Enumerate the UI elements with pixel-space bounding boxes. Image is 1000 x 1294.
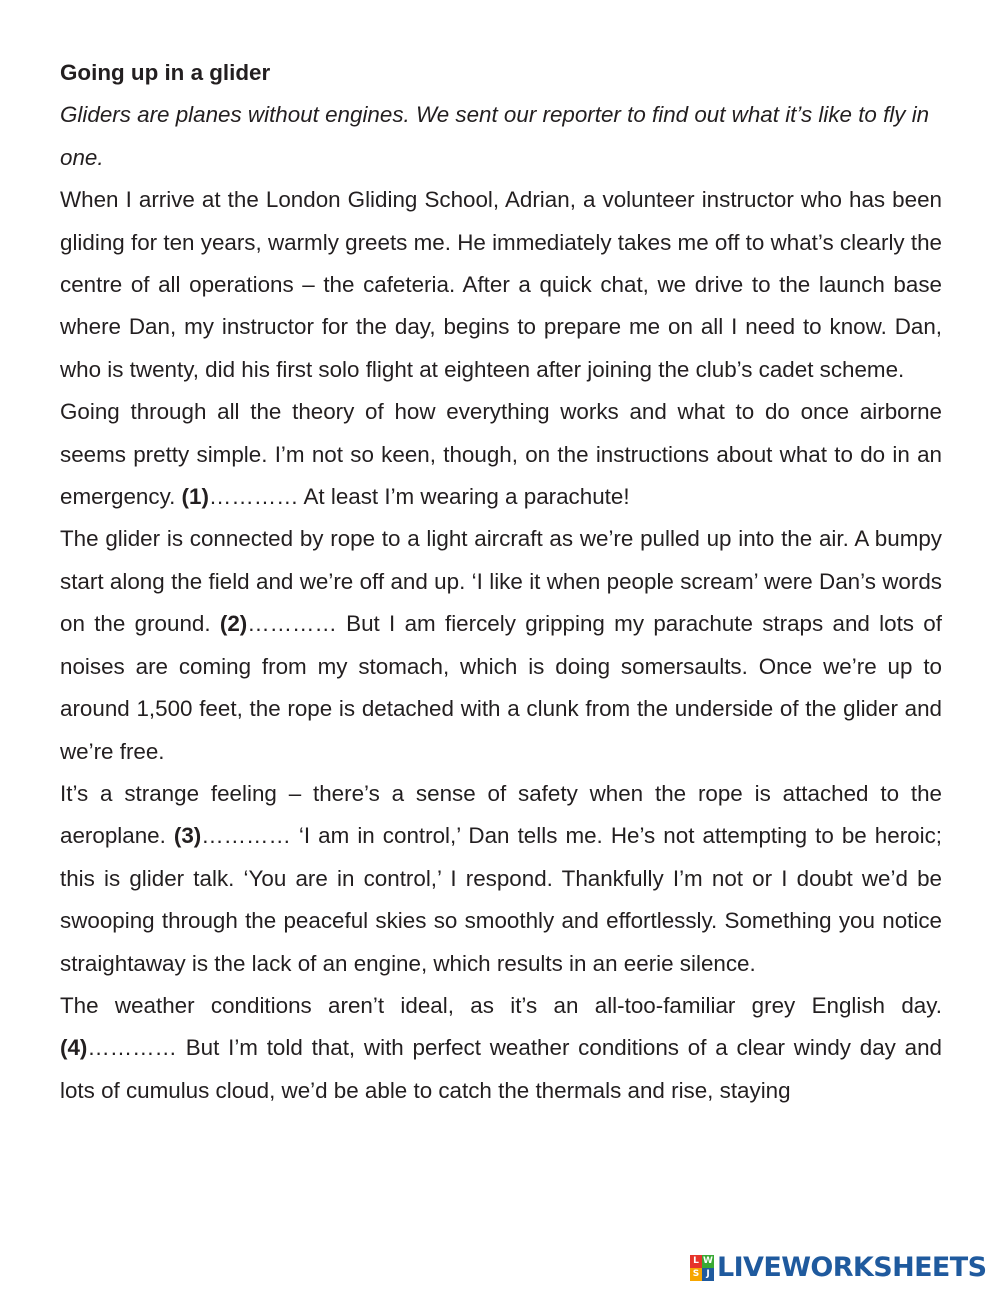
paragraph-text: But I’m told that, with perfect weather conditions of a clear windy day and lots of cumulus cloud, we’d be able to catch the thermals and rise, staying [60,1035,942,1103]
logo-mark-tile: W [703,1256,713,1266]
gap-2-label: (2) [219,611,248,637]
liveworksheets-logo[interactable] [690,1251,986,1285]
paragraph-text: The glider is connected by rope to a light aircraft as we’re pulled up into the air. A bumpy start along the field and we’re off and up. ‘I like it when people scream’ were Dan’s words on the ground. [60,526,942,637]
paragraph-text: When I arrive at the London Gliding School, Adrian, a volunteer instructor who has been gliding for ten years, warmly greets me. He immediately takes me off to what’s clearly the centre of all operations – the cafeteria. After a quick chat, we drive to the launch base where Dan, my instructor for the day, begins to prepare me on all I need to know. Dan, who is twenty, did his first solo flight at eighteen after joining the club’s cadet scheme. [60,187,942,382]
paragraph-text: It’s a strange feeling – there’s a sense of safety when the rope is attached to the aeroplane. [60,780,942,849]
gap-2-blank: ………… [247,611,337,637]
liveworksheets-logo-icon [690,1255,714,1281]
paragraph-1 [60,179,942,391]
gap-4-blank: ………… [87,1035,177,1061]
gap-1-blank: ………… [208,484,299,510]
logo-mark-tile: J [702,1268,714,1281]
paragraph-text: ‘I am in control,’ Dan tells me. He’s not attempting to be heroic; this is glider talk. ‘You are in control,’ I respond. Thankfully I’m not or I doubt we’d be swooping through the peaceful skies so smoothly and effortlessly. Something you notice straightaway is the lack of an engine, which results in an eerie silence. [60,823,943,976]
article-title: Going up in a glider [60,60,271,85]
paragraph-text: Going through all the theory of how everything works and what to do once airborne seems pretty simple. I’m not so keen, though, on the instructions about what to do in an emergency. [60,399,942,510]
paragraph-text: But I am fiercely gripping my parachute straps and lots of noises are coming from my stomach, which is doing somersaults. Once we’re up to around 1,500 feet, the rope is detached with a clunk from the underside of the glider and we’re free. [60,611,942,764]
gap-3-blank: ………… [201,823,291,849]
paragraph-3 [60,518,942,772]
logo-mark-tile: L [690,1255,702,1268]
paragraph-2 [60,391,942,518]
gap-1-label: (1) [181,484,209,510]
paragraph-4 [60,773,942,985]
worksheet-page [60,52,942,1112]
logo-mark-tile: S [690,1268,702,1281]
paragraph-text: The weather conditions aren’t ideal, as it’s an all-too-familiar grey English day. [60,992,942,1018]
article-subtitle: Gliders are planes without engines. We sent our reporter to find out what it’s like to fly in one. [60,102,930,170]
gap-4-label: (4) [60,1035,88,1061]
gap-3-label: (3) [173,823,202,849]
paragraph-text: At least I’m wearing a parachute! [298,484,630,510]
paragraph-5 [60,985,942,1112]
liveworksheets-logo-text: LIVEWORKSHEETS [717,1252,987,1283]
